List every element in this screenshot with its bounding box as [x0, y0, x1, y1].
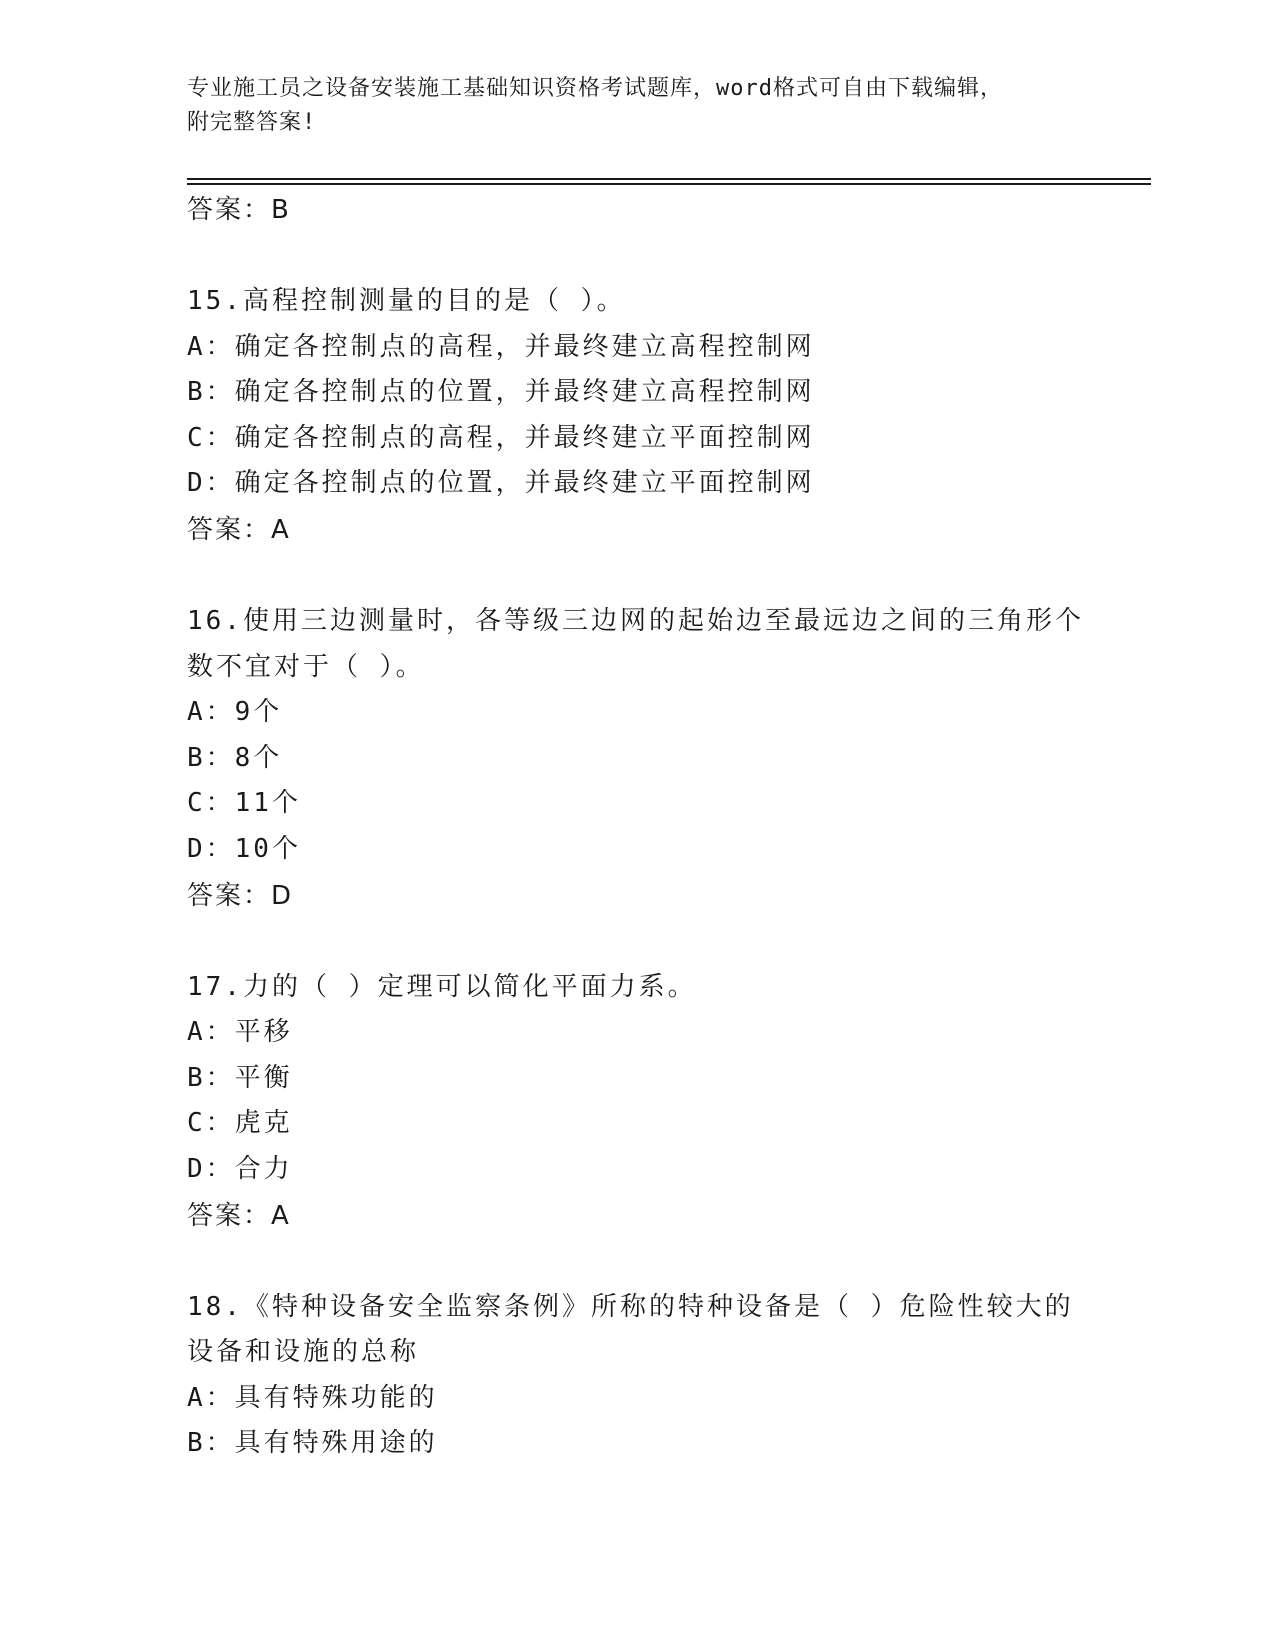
- question-stem-continued: 设备和设施的总称: [187, 1337, 420, 1368]
- question-list: [187, 187, 1151, 1467]
- document-header: [187, 72, 1087, 140]
- question-16: [187, 599, 1151, 919]
- option-c: C：11个: [187, 788, 301, 819]
- spacer: [187, 919, 1151, 965]
- option-d: D：合力: [187, 1153, 293, 1184]
- option-d: D：确定各控制点的位置，并最终建立平面控制网: [187, 468, 815, 499]
- option-d: D：10个: [187, 833, 301, 864]
- previous-answer: 答案：B: [187, 195, 291, 225]
- header-divider-top: [187, 178, 1151, 180]
- option-a: A：平移: [187, 1017, 293, 1048]
- question-17: [187, 965, 1151, 1239]
- question-stem: 18.《特种设备安全监察条例》所称的特种设备是（ ）危险性较大的: [187, 1291, 1074, 1322]
- spacer: [187, 233, 1151, 279]
- question-stem: 16.使用三边测量时，各等级三边网的起始边至最远边之间的三角形个: [187, 605, 1084, 636]
- option-b: B：8个: [187, 742, 283, 773]
- question-15: [187, 279, 1151, 553]
- question-stem-continued: 数不宜对于（ ）。: [187, 651, 425, 682]
- question-stem: 15.高程控制测量的目的是（ ）。: [187, 286, 626, 316]
- spacer: [187, 1239, 1151, 1285]
- header-divider-bottom: [187, 183, 1151, 185]
- question-18: [187, 1285, 1151, 1467]
- answer-label: 答案：A: [187, 1200, 291, 1231]
- option-a: A：确定各控制点的高程，并最终建立高程控制网: [187, 331, 815, 362]
- option-b: B：确定各控制点的位置，并最终建立高程控制网: [187, 377, 815, 408]
- option-b: B：平衡: [187, 1062, 293, 1093]
- spacer: [187, 553, 1151, 599]
- answer-label: 答案：D: [187, 880, 294, 911]
- header-line-2: 附完整答案!: [187, 110, 317, 135]
- header-line-1: 专业施工员之设备安装施工基础知识资格考试题库，word格式可自由下载编辑，: [187, 76, 1003, 101]
- option-c: C：确定各控制点的高程，并最终建立平面控制网: [187, 422, 815, 453]
- option-b: B：具有特殊用途的: [187, 1428, 438, 1459]
- option-a: A：具有特殊功能的: [187, 1382, 438, 1413]
- option-a: A：9个: [187, 697, 283, 728]
- option-c: C：虎克: [187, 1108, 293, 1139]
- answer-label: 答案：A: [187, 514, 291, 545]
- question-stem: 17.力的（ ）定理可以简化平面力系。: [187, 971, 697, 1002]
